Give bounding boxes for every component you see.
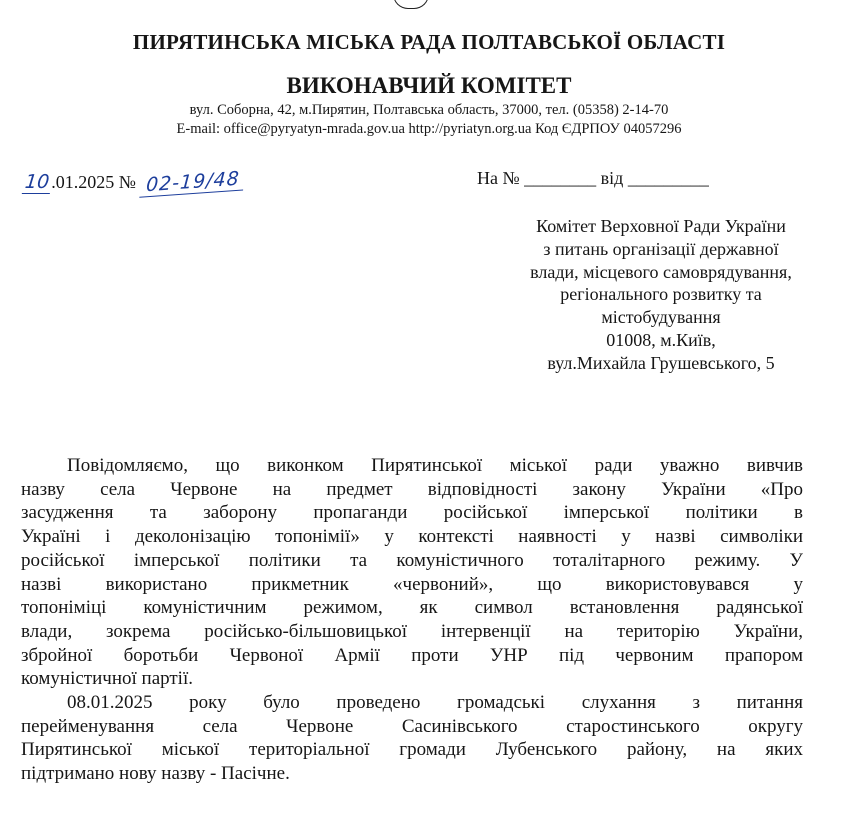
- recipient-block: [478, 215, 844, 375]
- body-line: російської імперської політики та комуністичного тоталітарного режиму. У: [21, 549, 803, 571]
- recipient-line: містобудування: [601, 307, 721, 328]
- body-line: влади, зокрема російсько-більшовицької інтервенції на територію України,: [21, 620, 803, 642]
- recipient-line: з питань організації державної: [543, 238, 779, 259]
- body-line: засудження та заборону пропаганди російської імперської політики в: [21, 502, 803, 524]
- recipient-line: регіонального розвитку та: [560, 284, 762, 305]
- body-line: комуністичної партії.: [21, 668, 193, 690]
- outgoing-date-text: .01.2025 №: [51, 172, 136, 192]
- body-line: 08.01.2025 року було проведено громадські слухання з питання: [67, 692, 803, 714]
- contacts-line: E-mail: office@pyryatyn-mrada.gov.ua http://pyriatyn.org.ua Код ЄДРПОУ 04057296: [176, 121, 682, 137]
- body-line: топоніміці комуністичним режимом, як символ встановлення радянської: [21, 597, 803, 619]
- body-line: збройної боротьби Червоної Армії проти УНР під червоним прапором: [21, 644, 803, 666]
- coat-of-arms-emblem: [393, 0, 429, 9]
- recipient-line: вул.Михайла Грушевського, 5: [547, 352, 775, 373]
- letter-body: [21, 454, 803, 786]
- recipient-line: Комітет Верховної Ради України: [536, 216, 786, 236]
- council-name: ПИРЯТИНСЬКА МІСЬКА РАДА ПОЛТАВСЬКОЇ ОБЛАСТІ: [132, 30, 726, 54]
- recipient-line: 01008, м.Київ,: [606, 329, 716, 350]
- body-line: назві використано прикметник «червоний», що використовувався у: [21, 573, 803, 595]
- handwritten-number: 02-19/48: [140, 167, 245, 197]
- body-line: Повідомляємо, що виконком Пирятинської міської ради уважно вивчив: [67, 455, 803, 476]
- incoming-reference: На № ________ від _________: [477, 168, 709, 188]
- body-line: перейменування села Червоне Сасинівського старостинського округу: [21, 715, 803, 737]
- address-line: вул. Соборна, 42, м.Пирятин, Полтавська область, 37000, тел. (05358) 2-14-70: [189, 102, 669, 118]
- handwritten-day: 10: [22, 171, 53, 194]
- body-line: Україні і деколонізацію топонімії» у контексті наявності у назві символіки: [21, 526, 803, 548]
- outgoing-reference: [23, 167, 244, 197]
- body-line: Пирятинської міської територіальної громади Лубенського району, на яких: [21, 739, 803, 761]
- committee-title: ВИКОНАВЧИЙ КОМІТЕТ: [286, 73, 572, 98]
- body-line: назву села Червоне на предмет відповідності закону України «Про: [21, 478, 803, 500]
- recipient-line: влади, місцевого самоврядування,: [530, 261, 792, 282]
- body-line: підтримано нову назву - Пасічне.: [21, 763, 290, 785]
